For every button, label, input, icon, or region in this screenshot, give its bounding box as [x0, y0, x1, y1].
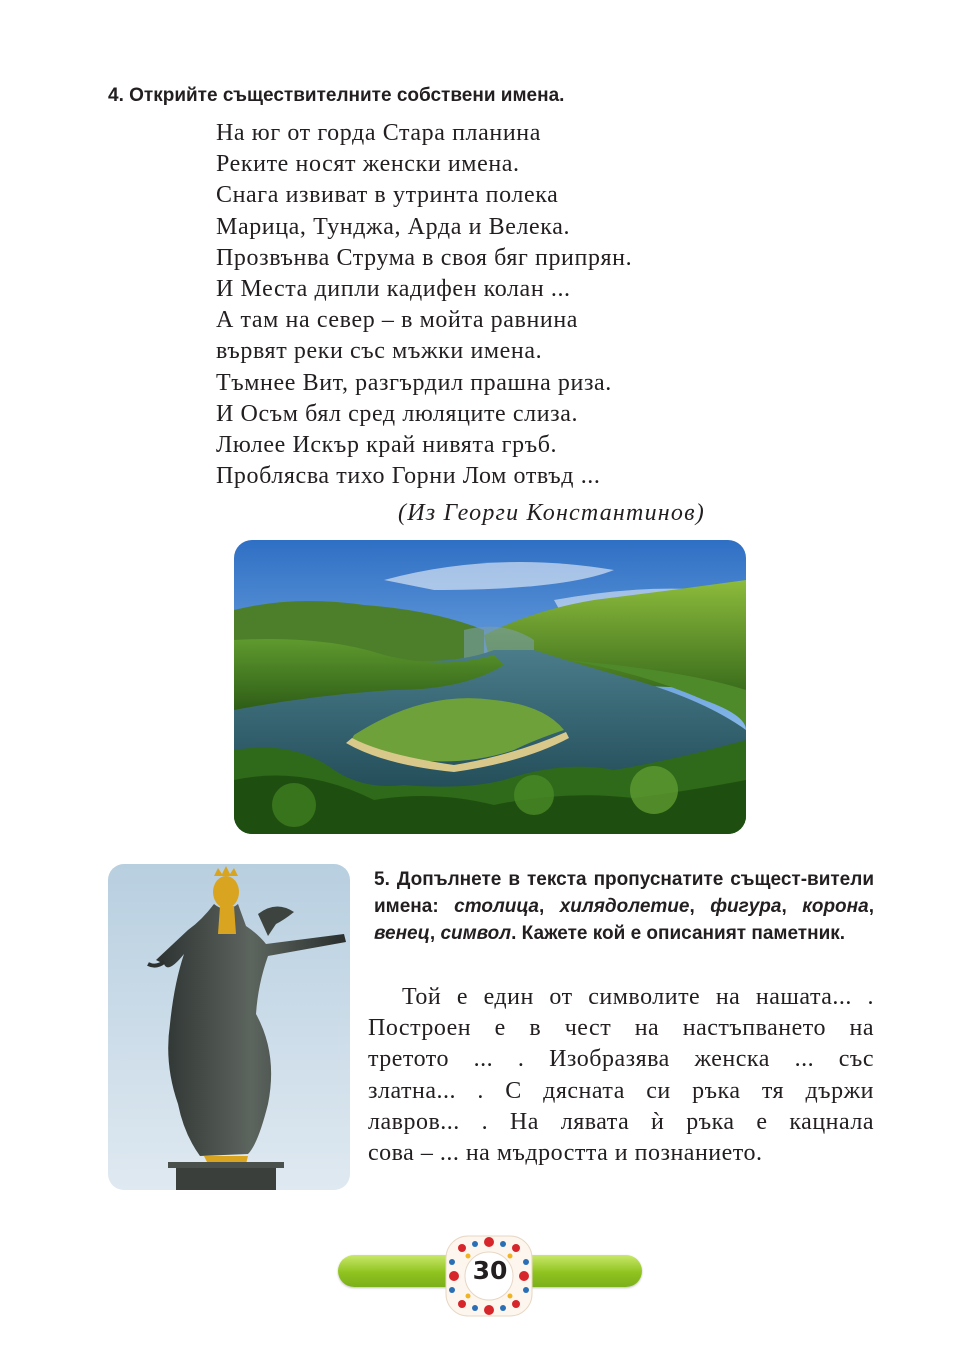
poem-line: Тъмнее Вит, разгърдил прашна риза.: [216, 369, 612, 396]
poem: [216, 118, 632, 492]
paragraph-line: третото ... . Изобразява женска ... със: [368, 1046, 874, 1073]
poem-line: И Места дипли кадифен колан ...: [216, 276, 571, 303]
word-option: корона: [802, 896, 869, 917]
word-option: столица: [454, 896, 539, 917]
fill-in-paragraph: [368, 982, 874, 1169]
poem-line: Снага извиват в утринта полека: [216, 182, 559, 209]
page-number: 30: [472, 1256, 508, 1285]
river-landscape-photo: [234, 540, 746, 834]
poem-line: вървят реки със мъжки имена.: [216, 338, 543, 365]
word-option: символ: [440, 923, 512, 944]
poem-line: Люлее Искър край нивята гръб.: [216, 432, 558, 459]
task-5-question: Кажете кой е описаният паметник.: [521, 923, 846, 944]
statue-photo: [108, 864, 350, 1190]
task-4-heading: 4. Открийте съществителните собствени имена.: [108, 85, 565, 106]
paragraph-line: сова – ... на мъдростта и познанието.: [368, 1140, 763, 1167]
poem-line: На юг от горда Стара планина: [216, 120, 541, 146]
task-5-heading: 5. Допълнете в текста пропуснатите същест-вители имена: столица, хилядолетие, фигура, корона, венец, символ. Кажете кой е описаният паметник.: [374, 869, 874, 944]
poem-line: Проблясва тихо Горни Лом отвъд ...: [216, 463, 601, 490]
poem-line: А там на север – в мойта равнина: [216, 307, 579, 334]
paragraph-line: Построен е в чест на настъпването на: [368, 1015, 874, 1042]
poem-line: Прозвънва Струма в своя бяг припрян.: [216, 244, 633, 271]
word-option: фигура: [710, 896, 782, 917]
poem-source: (Из Георги Константинов): [398, 500, 705, 526]
word-option: венец: [374, 923, 430, 944]
task-5-intro: Допълнете в текста пропуснатите същест-вители имена:: [374, 869, 874, 917]
poem-line: И Осъм бял сред люляците слиза.: [216, 400, 579, 427]
paragraph-line: лавров... . На лявата ѝ ръка е кацнала: [368, 1108, 874, 1135]
poem-line: Реките носят женски имена.: [216, 151, 520, 178]
task-5-number: 5.: [374, 869, 390, 890]
paragraph-line: златна... . С дясната си ръка тя държи: [368, 1077, 874, 1104]
paragraph-line: Той е един от символите на нашата... .: [402, 984, 874, 1010]
poem-line: Марица, Тунджа, Арда и Велека.: [216, 213, 571, 240]
word-option: хилядолетие: [559, 896, 690, 917]
